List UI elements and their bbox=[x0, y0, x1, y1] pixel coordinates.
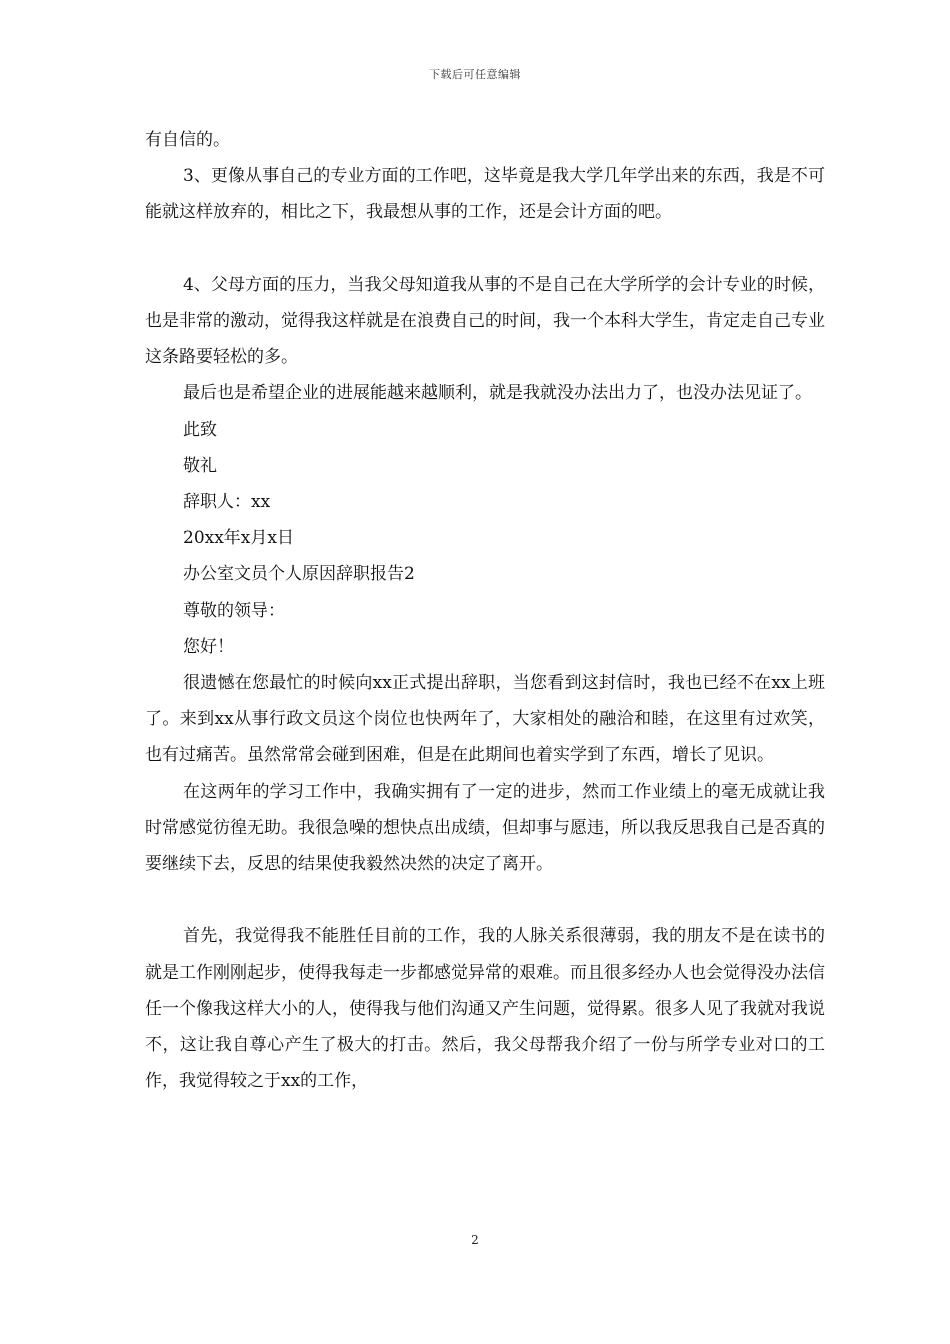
paragraph-first-reason: 首先，我觉得我不能胜任目前的工作，我的人脉关系很薄弱，我的朋友不是在读书的就是工作刚刚起步，使得我每走一步都感觉异常的艰难。而且很多经办人也会觉得没办法信任一个像我这样大小的人，使得我与他们沟通又产生问题，觉得累。很多人见了我就对我说不，这让我自尊心产生了极大的打击。然后，我父母帮我介绍了一份与所学专业对口的工作，我觉得较之于xx的工作， bbox=[145, 926, 825, 1092]
signature-line: 辞职人：xx bbox=[183, 492, 271, 513]
date-line: 20xx年x月x日 bbox=[183, 528, 294, 549]
page-number: 2 bbox=[471, 1233, 479, 1247]
salutation-cizhi: 此致 bbox=[183, 419, 217, 440]
report-title-2: 办公室文员个人原因辞职报告2 bbox=[183, 564, 415, 585]
paragraph-point-4: 4、父母方面的压力，当我父母知道我从事的不是自己在大学所学的会计专业的时候，也是非常的激动，觉得我这样就是在浪费自己的时间，我一个本科大学生，肯定走自己专业这条路要轻松的多。 bbox=[145, 274, 825, 368]
salutation-jingli: 敬礼 bbox=[183, 455, 217, 476]
document-body bbox=[145, 122, 825, 1099]
paragraph-confidence-end: 有自信的。 bbox=[145, 130, 230, 150]
greeting-leader: 尊敬的领导： bbox=[183, 600, 285, 621]
page-header: 下载后可任意编辑 bbox=[429, 68, 521, 81]
greeting-hello: 您好！ bbox=[183, 636, 234, 657]
paragraph-closing-wish: 最后也是希望企业的进展能越来越顺利，就是我就没办法出力了，也没办法见证了。 bbox=[183, 383, 812, 404]
paragraph-resignation-intro: 很遗憾在您最忙的时候向xx正式提出辞职，当您看到这封信时，我也已经不在xx上班了。来到xx从事行政文员这个岗位也快两年了，大家相处的融洽和睦，在这里有过欢笑，也有过痛苦。虽然常常会碰到困难，但是在此期间也着实学到了东西，增长了见识。 bbox=[145, 673, 825, 766]
paragraph-point-3: 3、更像从事自己的专业方面的工作吧，这毕竟是我大学几年学出来的东西，我是不可能就这样放弃的，相比之下，我最想从事的工作，还是会计方面的吧。 bbox=[145, 166, 825, 223]
paragraph-reflection: 在这两年的学习工作中，我确实拥有了一定的进步，然而工作业绩上的毫无成就让我时常感觉彷徨无助。我很急噪的想快点出成绩，但却事与愿违，所以我反思我自己是否真的要继续下去，反思的结果使我毅然决然的决定了离开。 bbox=[145, 781, 825, 875]
